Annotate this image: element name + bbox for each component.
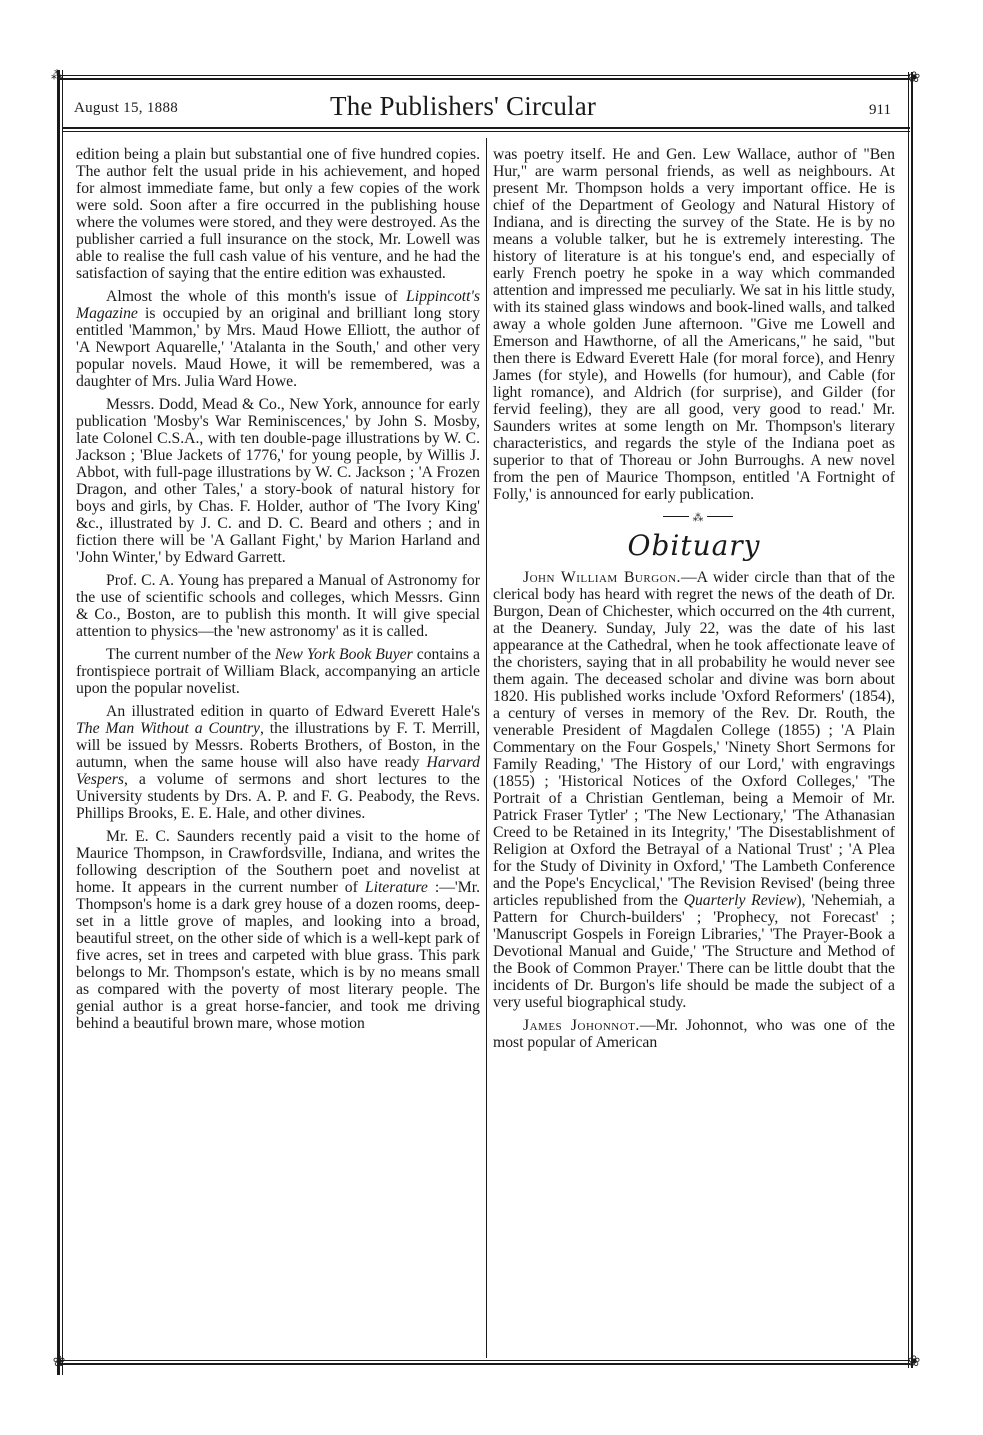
corner-ornament-top-left-icon: ⁂ — [51, 68, 63, 82]
left-border-rule-inner — [62, 70, 63, 1375]
paragraph-lippincotts: Almost the whole of this month's issue of Lippincott's Magazine is occupied by an original and brilliant long story entitled 'Mammon,' by Mrs. Maud Howe Elliott, the author of 'A Newport Aquarelle,' 'Atalanta in the South,' and other very popular novels. Maud Howe, it will be remembered, was a daughter of Mrs. Julia Ward Howe. — [76, 288, 480, 390]
magazine-title: New York Book Buyer — [274, 646, 413, 663]
divider-ornament-icon: ⁂ — [689, 509, 707, 526]
header-under-rule-2 — [62, 131, 910, 132]
corner-ornament-bottom-left-icon: ❀ — [52, 1352, 66, 1370]
paragraph-lowell-edition: edition being a plain but substantial one of five hundred copies. The author felt the usual pride in his achievement, and hoped for almost immediate fame, but only a few copies of the work were sold. Soon after a fire occurred in the publishing house where the volumes were stored, and they were destroyed. As the publisher carried a full insurance on the stock, Mr. Lowell was able to realise the full cash value of his venture, and he had the satisfaction of saying that the entire edition was exhausted. — [76, 146, 480, 282]
right-border-rule — [908, 72, 909, 1368]
magazine-title: Quarterly Review — [683, 892, 797, 909]
left-border-rule — [57, 70, 60, 1375]
header-under-rule — [62, 127, 910, 129]
paragraph-saunders-visit: Mr. E. C. Saunders recently paid a visit to the home of Maurice Thompson, in Crawfordsville, Indiana, and writes the following description of the Southern poet and novelist at home. It appears in the current number of Literature :—'Mr. Thompson's home is a dark grey house of a dozen rooms, deep-set in a little grove of maples, and looking into a broad, beautiful street, on the other side of which is a well-kept park of five acres, set in trees and carpeted with blue grass. This park belongs to Mr. Thompson's estate, which is by no means small as compared with the poverty of most literary people. The genial author is a great horse-fancier, and took me driving behind a beautiful brown mare, whose motion — [76, 828, 480, 1032]
paragraph-young-astronomy: Prof. C. A. Young has prepared a Manual of Astronomy for the use of scientific schools and colleges, which Messrs. Ginn & Co., Boston, are to publish this month. It will give special attention to physics—the 'new astronomy' as it is called. — [76, 572, 480, 640]
bottom-border-rule-2 — [60, 1363, 910, 1365]
section-divider — [493, 509, 895, 525]
magazine-title: Literature — [364, 879, 428, 896]
obituary-name: John William Burgon. — [523, 569, 681, 586]
corner-ornament-bottom-right-icon: ❀ — [907, 1352, 921, 1370]
paragraph-thompson-continued: was poetry itself. He and Gen. Lew Wallace, author of "Ben Hur," are warm personal friends, as well as neighbours. At present Mr. Thompson holds a very important office. He is chief of the Department of Geology and Natural History of Indiana, and is directing the survey of the State. He is by no means a voluble talker, but he is extremely interesting. The history of literature is at his tongue's end, and especially of early French poetry he spoke in a way which commanded attention and impressed me peculiarly. We sat in his little study, with its stained glass windows and book-lined walls, and talked away a whole golden June afternoon. "Give me Lowell and Emerson and Hawthorne, of all the Americans," he said, "but then there is Edward Everett Hale (for moral force), and Henry James (for style), and Howells (for humour), and Cable (for light romance), and Aldrich (for surprise), and Gilder (for fervid feeling), they are all good, very good to read.' Mr. Saunders writes at some length on Mr. Thompson's literary characteristics, and regards the style of the Indiana poet as superior to that of Thoreau or John Burroughs. A new novel from the pen of Maurice Thompson, entitled 'A Fortnight of Folly,' is announced for early publication. — [493, 146, 895, 503]
obituary-heading: Obituary — [627, 529, 761, 562]
paragraph-johonnot-obituary: James Johonnot.—Mr. Johonnot, who was one of the most popular of American — [493, 1017, 895, 1051]
paragraph-hale-edition: An illustrated edition in quarto of Edward Everett Hale's The Man Without a Country, the illustrations by F. T. Merrill, will be issued by Messrs. Roberts Brothers, of Boston, in the autumn, when the same house will also have ready Harvard Vespers, a volume of sermons and short lectures to the University students by Drs. A. P. and F. G. Peabody, the Revs. Phillips Brooks, E. E. Hale, and other divines. — [76, 703, 480, 822]
obituary-name: James Johonnot. — [523, 1017, 640, 1034]
book-title: Harvard Vespers — [76, 754, 480, 788]
publication-title: The Publishers' Circular — [330, 91, 597, 121]
right-border-rule-outer — [911, 72, 913, 1368]
right-column — [493, 146, 895, 1057]
left-column — [76, 146, 480, 1038]
top-border-rule — [60, 75, 910, 76]
paragraph-dodd-mead: Messrs. Dodd, Mead & Co., New York, announce for early publication 'Mosby's War Reminiscences,' by John S. Mosby, late Colonel C.S.A., with ten double-page illustrations by W. C. Jackson ; 'Blue Jackets of 1776,' for young people, by Willis J. Abbot, with full-page illustrations by W. C. Jackson ; 'A Frozen Dragon, and other Tales,' a story-book of natural history for boys and girls, by Chas. F. Holder, author of 'The Ivory King' &c., illustrated by J. C. and D. C. Beard and others ; and in fiction there will be 'A Gallant Fight,' by Marion Harland and 'John Winter,' by Edward Garrett. — [76, 396, 480, 566]
corner-ornament-top-right-icon: ❀ — [907, 68, 921, 86]
book-title: The Man Without a Country — [76, 720, 260, 737]
column-divider — [486, 138, 487, 1358]
issue-date: August 15, 1888 — [74, 100, 179, 116]
paragraph-burgon-obituary: John William Burgon.—A wider circle than that of the clerical body has heard with regret the news of the death of Dr. Burgon, Dean of Chichester, which occurred on the 4th current, at the Deanery. Sunday, July 22, was the date of his last appearance at the Cathedral, when he took affectionate leave of the choristers, saying that in all probability he would never see them again. The deceased scholar and divine was born about 1820. His published works include 'Oxford Reformers' (1854), a century of verses in memory of the Rev. Dr. Routh, the venerable President of Magdalen College (1855) ; 'A Plain Commentary on the Four Gospels,' 'Ninety Short Sermons for Family Reading,' 'The History of our Lord,' with engravings (1855) ; 'Historical Notices of the Oxford Colleges,' 'The Portrait of a Christian Gentleman, being a Memoir of Mr. Patrick Fraser Tytler' ; 'The New Lectionary,' 'The Athanasian Creed to be Retained in its Integrity,' 'The Disestablishment of Religion at Oxford the Betrayal of a National Trust' ; 'A Plea for the Study of Divinity in Oxford,' 'The Lambeth Conference and the Pope's Encyclical,' 'The Revision Revised' (being three articles republished from the Quarterly Review), 'Nehemiah, a Pattern for Church-builders' ; 'Prophecy, not Forecast' ; 'Manuscript Gospels in Foreign Libraries,' 'The Prayer-Book a Devotional Manual and Guide,' 'The Structure and Method of the Book of Common Prayer.' There can be little doubt that the incidents of Dr. Burgon's life should be made the subject of a very useful biographical study. — [493, 569, 895, 1011]
paragraph-book-buyer: The current number of the New York Book Buyer contains a frontispiece portrait of William Black, accompanying an article upon the popular novelist. — [76, 646, 480, 697]
top-border-rule-2 — [60, 78, 910, 80]
magazine-title: Lippincott's Magazine — [76, 288, 480, 322]
page-number: 911 — [869, 102, 891, 118]
bottom-border-rule — [60, 1360, 910, 1361]
